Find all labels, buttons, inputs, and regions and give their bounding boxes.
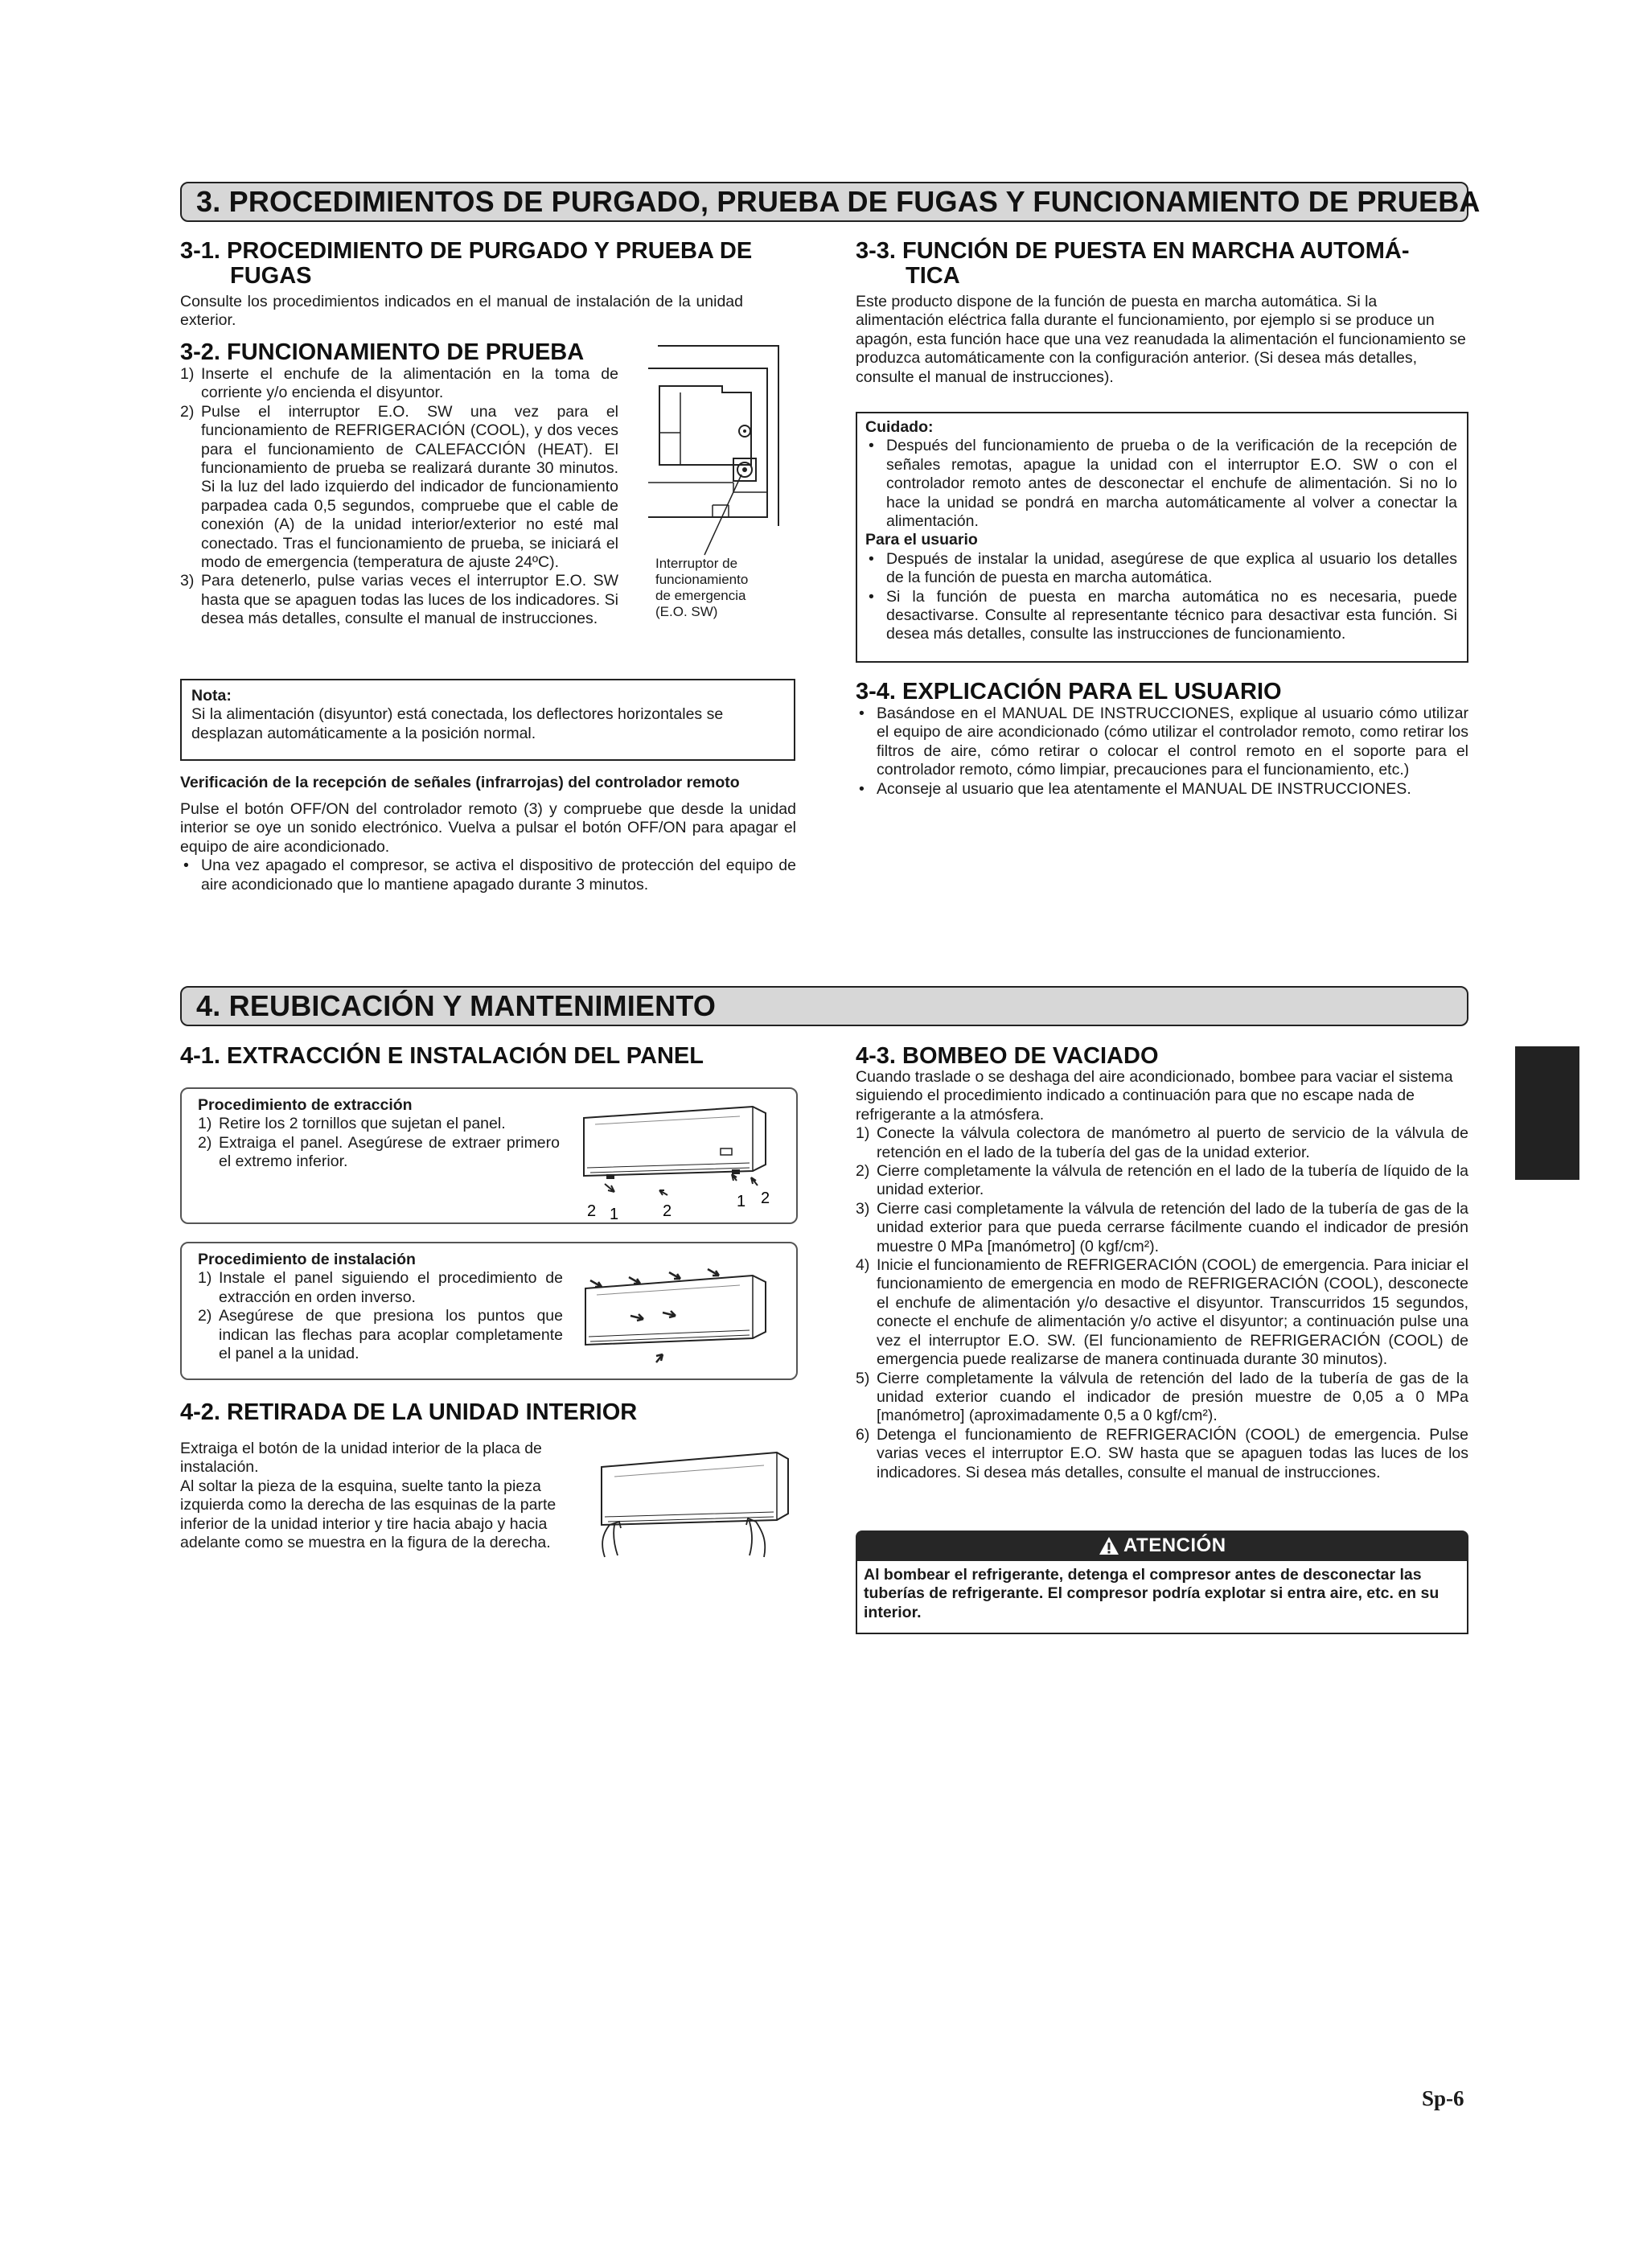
s43-item-4: 4) Inicie el funcionamiento de REFRIGERACIÓN (COOL) de emergencia. Para iniciar el funcionamiento de emergencia en modo de REFRIGERACIÓN (COOL), desconecte el enchufe de alimentación y/o desactive el disyuntor. Transcurridos 15 segundos, conecte el enchufe de alimentación y/o active el disyuntor; a continuación pulse una vez el interruptor E.O. SW. (El funcionamiento de REFRIGERACIÓN (COOL) de emergencia puede realizarse de manera continuada durante 30 minutos). [856,1256,1468,1369]
nota-label: Nota: [191,687,232,705]
s41-title: 4-1. EXTRACCIÓN E INSTALACIÓN DEL PANEL [180,1043,704,1069]
s43-item-5: 5) Cierre completamente la válvula de retención del lado de la tubería de gas de la unidad exterior cuando el indicador de presión muestre de 0,05 a 0 MPa [manómetro] (aproximadamente 0,5 a 0 kgf/cm²). [856,1369,1468,1425]
cuidado-bullet-2: • Después de instalar la unidad, asegúrese de que explica al usuario los detalles de la función de puesta en marcha automática. [869,549,1457,587]
s31-text: Consulte los procedimientos indicados en el manual de instalación de la unidad exterior. [180,293,743,330]
para-usuario-label: Para el usuario [865,531,978,549]
verif-text: Pulse el botón OFF/ON del controlador remoto (3) y compruebe que desde la unidad interior se oye un sonido electrónico. Vuelva a pulsar el botón OFF/ON para apagar el equipo de aire acondicionado. • Una vez apagado el compresor, se activa el dispositivo de protección del equipo de aire acondicionado que lo mantiene apagado durante 3 minutos. [180,800,796,894]
s42-title: 4-2. RETIRADA DE LA UNIDAD INTERIOR [180,1399,638,1425]
cuidado-label: Cuidado: [865,418,934,436]
s32-item-1: 1) Inserte el enchufe de la alimentación en la toma de corriente y/o encienda el disyuntor. [180,365,618,402]
s43-title: 4-3. BOMBEO DE VACIADO [856,1043,1159,1069]
fig-label-1a: 1 [610,1206,619,1223]
s32-item-3: 3) Para detenerlo, pulse varias veces el interruptor E.O. SW hasta que se apaguen todas las luces de los indicadores. Si desea más detalles, consulte el manual de instrucciones. [180,572,618,628]
s43-item-3: 3) Cierre casi completamente la válvula de retención del lado de la tubería de gas de la unidad exterior para que pueda cerrarse fácilmente cuando el indicador de presión muestre 0 MPa [manómetro] (0 kgf/cm²). [856,1199,1468,1255]
atencion-header [856,1530,1468,1561]
side-tab [1515,1046,1579,1180]
page-number: Sp-6 [1422,2086,1464,2110]
s32-list [180,365,618,629]
panel-installation-figure [579,1251,788,1372]
extraccion-label: Procedimiento de extracción [198,1096,413,1114]
atencion-label: ATENCIÓN [1123,1535,1226,1556]
cuidado-box [856,412,1468,663]
unit-removal-figure [595,1444,796,1565]
extraccion-item-2: 2) Extraiga el panel. Asegúrese de extraer primero el extremo inferior. [198,1133,560,1171]
verif-title: Verificación de la recepción de señales (infrarrojas) del controlador remoto [180,774,740,791]
s43-item-1: 1) Conecte la válvula colectora de manómetro al puerto de servicio de la válvula de retención en el lado de la tubería del gas de la unidad exterior. [856,1124,1468,1161]
instalacion-item-2: 2) Asegúrese de que presiona los puntos que indican las flechas para acoplar completamente el panel a la unidad. [198,1307,563,1363]
verif-bullet: • Una vez apagado el compresor, se activa el dispositivo de protección del equipo de aire acondicionado que lo mantiene apagado durante 3 minutos. [183,857,796,894]
eo-switch-figure [648,344,783,529]
s34-list [856,705,1468,799]
s43-item-6: 6) Detenga el funcionamiento de REFRIGERACIÓN (COOL) de emergencia. Pulse varias veces el interruptor E.O. SW hasta que se apaguen todas las luces de los indicadores. Si desea más detalles, consulte el manual de instrucciones. [856,1425,1468,1481]
fig-label-2c: 2 [761,1189,770,1207]
s34-title: 3-4. EXPLICACIÓN PARA EL USUARIO [856,679,1282,705]
section-3-header [180,182,1481,222]
s34-bullet-1: • Basándose en el MANUAL DE INSTRUCCIONES, explique al usuario cómo utilizar el equipo de aire acondicionado (cómo utilizar el controlador remoto, como retirar los filtros de aire, cómo retirar o colocar el control remoto en el soporte para el controlador remoto, cómo limpiar, precauciones para el funcionamiento, etc.) [859,705,1468,779]
section-3-title: 3. PROCEDIMIENTOS DE PURGADO, PRUEBA DE FUGAS Y FUNCIONAMIENTO DE PRUEBA [196,185,1481,218]
s33-title: 3-3. FUNCIÓN DE PUESTA EN MARCHA AUTOMÁ- TICA [856,238,1410,289]
s32-item-2: 2) Pulse el interruptor E.O. SW una vez para el funcionamiento de REFRIGERACIÓN (COOL), y dos veces para el funcionamiento de CALEFACCIÓN (HEAT). El funcionamiento de prueba se realizará durante 30 minutos. Si la luz del lado izquierdo del indicador de funcionamiento parpadea cada 0,5 segundos, compruebe que el cable de conexión (A) de la unidad interior/exterior no esté mal conectado. Tras el funcionamiento de prueba, se iniciará el modo de emergencia (temperatura de ajuste 24ºC). [180,402,618,572]
panel-extraction-figure [579,1100,788,1221]
s43-text: Cuando traslade o se deshaga del aire acondicionado, bombee para vaciar el sistema siguiendo el procedimiento indicado a continuación para que no escape nada de refrigerante a la atmósfera. 1) Conecte la válvula colectora de manómetro al puerto de servicio de la válvula de retención en el lado de la tubería del gas de la unidad exterior. 2) Cierre completamente la válvula de retención en el lado de la tubería de líquido de la unidad exterior. 3) Cierre casi completamente la válvula de retención del lado de la tubería de gas de la unidad exterior para que pueda cerrarse fácilmente cuando el indicador de presión muestre 0 MPa [manómetro] (0 kgf/cm²). 4) Inicie el funcionamiento de REFRIGERACIÓN (COOL) de emergencia. Para iniciar el funcionamiento de emergencia en modo de REFRIGERACIÓN (COOL), desconecte el enchufe de alimentación y/o desactive el disyuntor. Transcurridos 15 segundos, conecte el enchufe de alimentación y/o active el disyuntor; a continuación pulse una vez el interruptor E.O. SW. (El funcionamiento de REFRIGERACIÓN (COOL) de emergencia puede realizarse de manera continuada durante 30 minutos). 5) Cierre completamente la válvula de retención del lado de la tubería de gas de la unidad exterior cuando el indicador de presión muestre de 0,05 a 0 MPa [manómetro] (aproximadamente 0,5 a 0 kgf/cm²). 6) Detenga el funcionamiento de REFRIGERACIÓN (COOL) de emergencia. Pulse varias veces el interruptor E.O. SW hasta que se apaguen todas las luces de los indicadores. Si desea más detalles, consulte el manual de instrucciones. [856,1068,1468,1481]
s42-text: Extraiga el botón de la unidad interior de la placa de instalación. Al soltar la pieza de la esquina, suelte tanto la pieza izquierda como la derecha de las esquinas de la parte inferior de la unidad interior y tire hacia abajo y hacia adelante como se muestra en la figura de la derecha. [180,1440,557,1552]
cuidado-bullet-3: • Si la función de puesta en marcha automática no es necesaria, puede desactivarse. Consulte al representante técnico para desactivar esta función. Si desea más detalles, consulte las instrucciones de funcionamiento. [869,587,1457,643]
warning-triangle-icon [1099,1536,1119,1555]
s33-text: Este producto dispone de la función de puesta en marcha automática. Si la alimentación eléctrica falla durante el funcionamiento, por ejemplo si se produce un apagón, esta función hace que una vez reanudada la alimentación el funcionamiento se produzca automáticamente con la configuración anterior. (Si desea más detalles, consulte el manual de instrucciones). [856,293,1466,386]
fig-label-2a: 2 [587,1202,597,1220]
nota-box [180,679,795,761]
section-4-header [180,986,1468,1026]
instalacion-item-1: 1) Instale el panel siguiendo el procedimiento de extracción en orden inverso. [198,1269,563,1306]
s34-bullet-2: • Aconseje al usuario que lea atentamente el MANUAL DE INSTRUCCIONES. [859,779,1411,798]
instalacion-label: Procedimiento de instalación [198,1251,416,1268]
section-4-title: 4. REUBICACIÓN Y MANTENIMIENTO [196,989,717,1022]
s31-title: 3-1. PROCEDIMIENTO DE PURGADO Y PRUEBA DE FUGAS [180,238,753,289]
s43-item-2: 2) Cierre completamente la válvula de retención en el lado de la tubería de líquido de la unidad exterior. [856,1162,1468,1199]
atencion-box [856,1561,1468,1634]
fig-label-1b: 1 [737,1193,746,1210]
cuidado-bullet-1: • Después del funcionamiento de prueba o de la verificación de la recepción de señales remotas, apague la unidad con el interruptor E.O. SW o con el controlador remoto antes de desconectar el enchufe de alimentación. Si no lo hace la unidad se pondrá en marcha automáticamente al volver a conectar la alimentación. [869,437,1457,531]
nota-text: Si la alimentación (disyuntor) está conectada, los deflectores horizontales se desplazan automáticamente a la posición normal. [191,705,724,742]
extraccion-item-1: 1) Retire los 2 tornillos que sujetan el panel. [198,1115,506,1133]
eo-switch-caption: Interruptor de funcionamiento de emergencia (E.O. SW) [655,556,749,619]
s32-title: 3-2. FUNCIONAMIENTO DE PRUEBA [180,339,585,365]
atencion-text: Al bombear el refrigerante, detenga el compresor antes de desconectar las tuberías de refrigerante. El compresor podría explotar si entra aire, etc. en su interior. [864,1566,1440,1621]
fig-label-2b: 2 [663,1202,672,1220]
